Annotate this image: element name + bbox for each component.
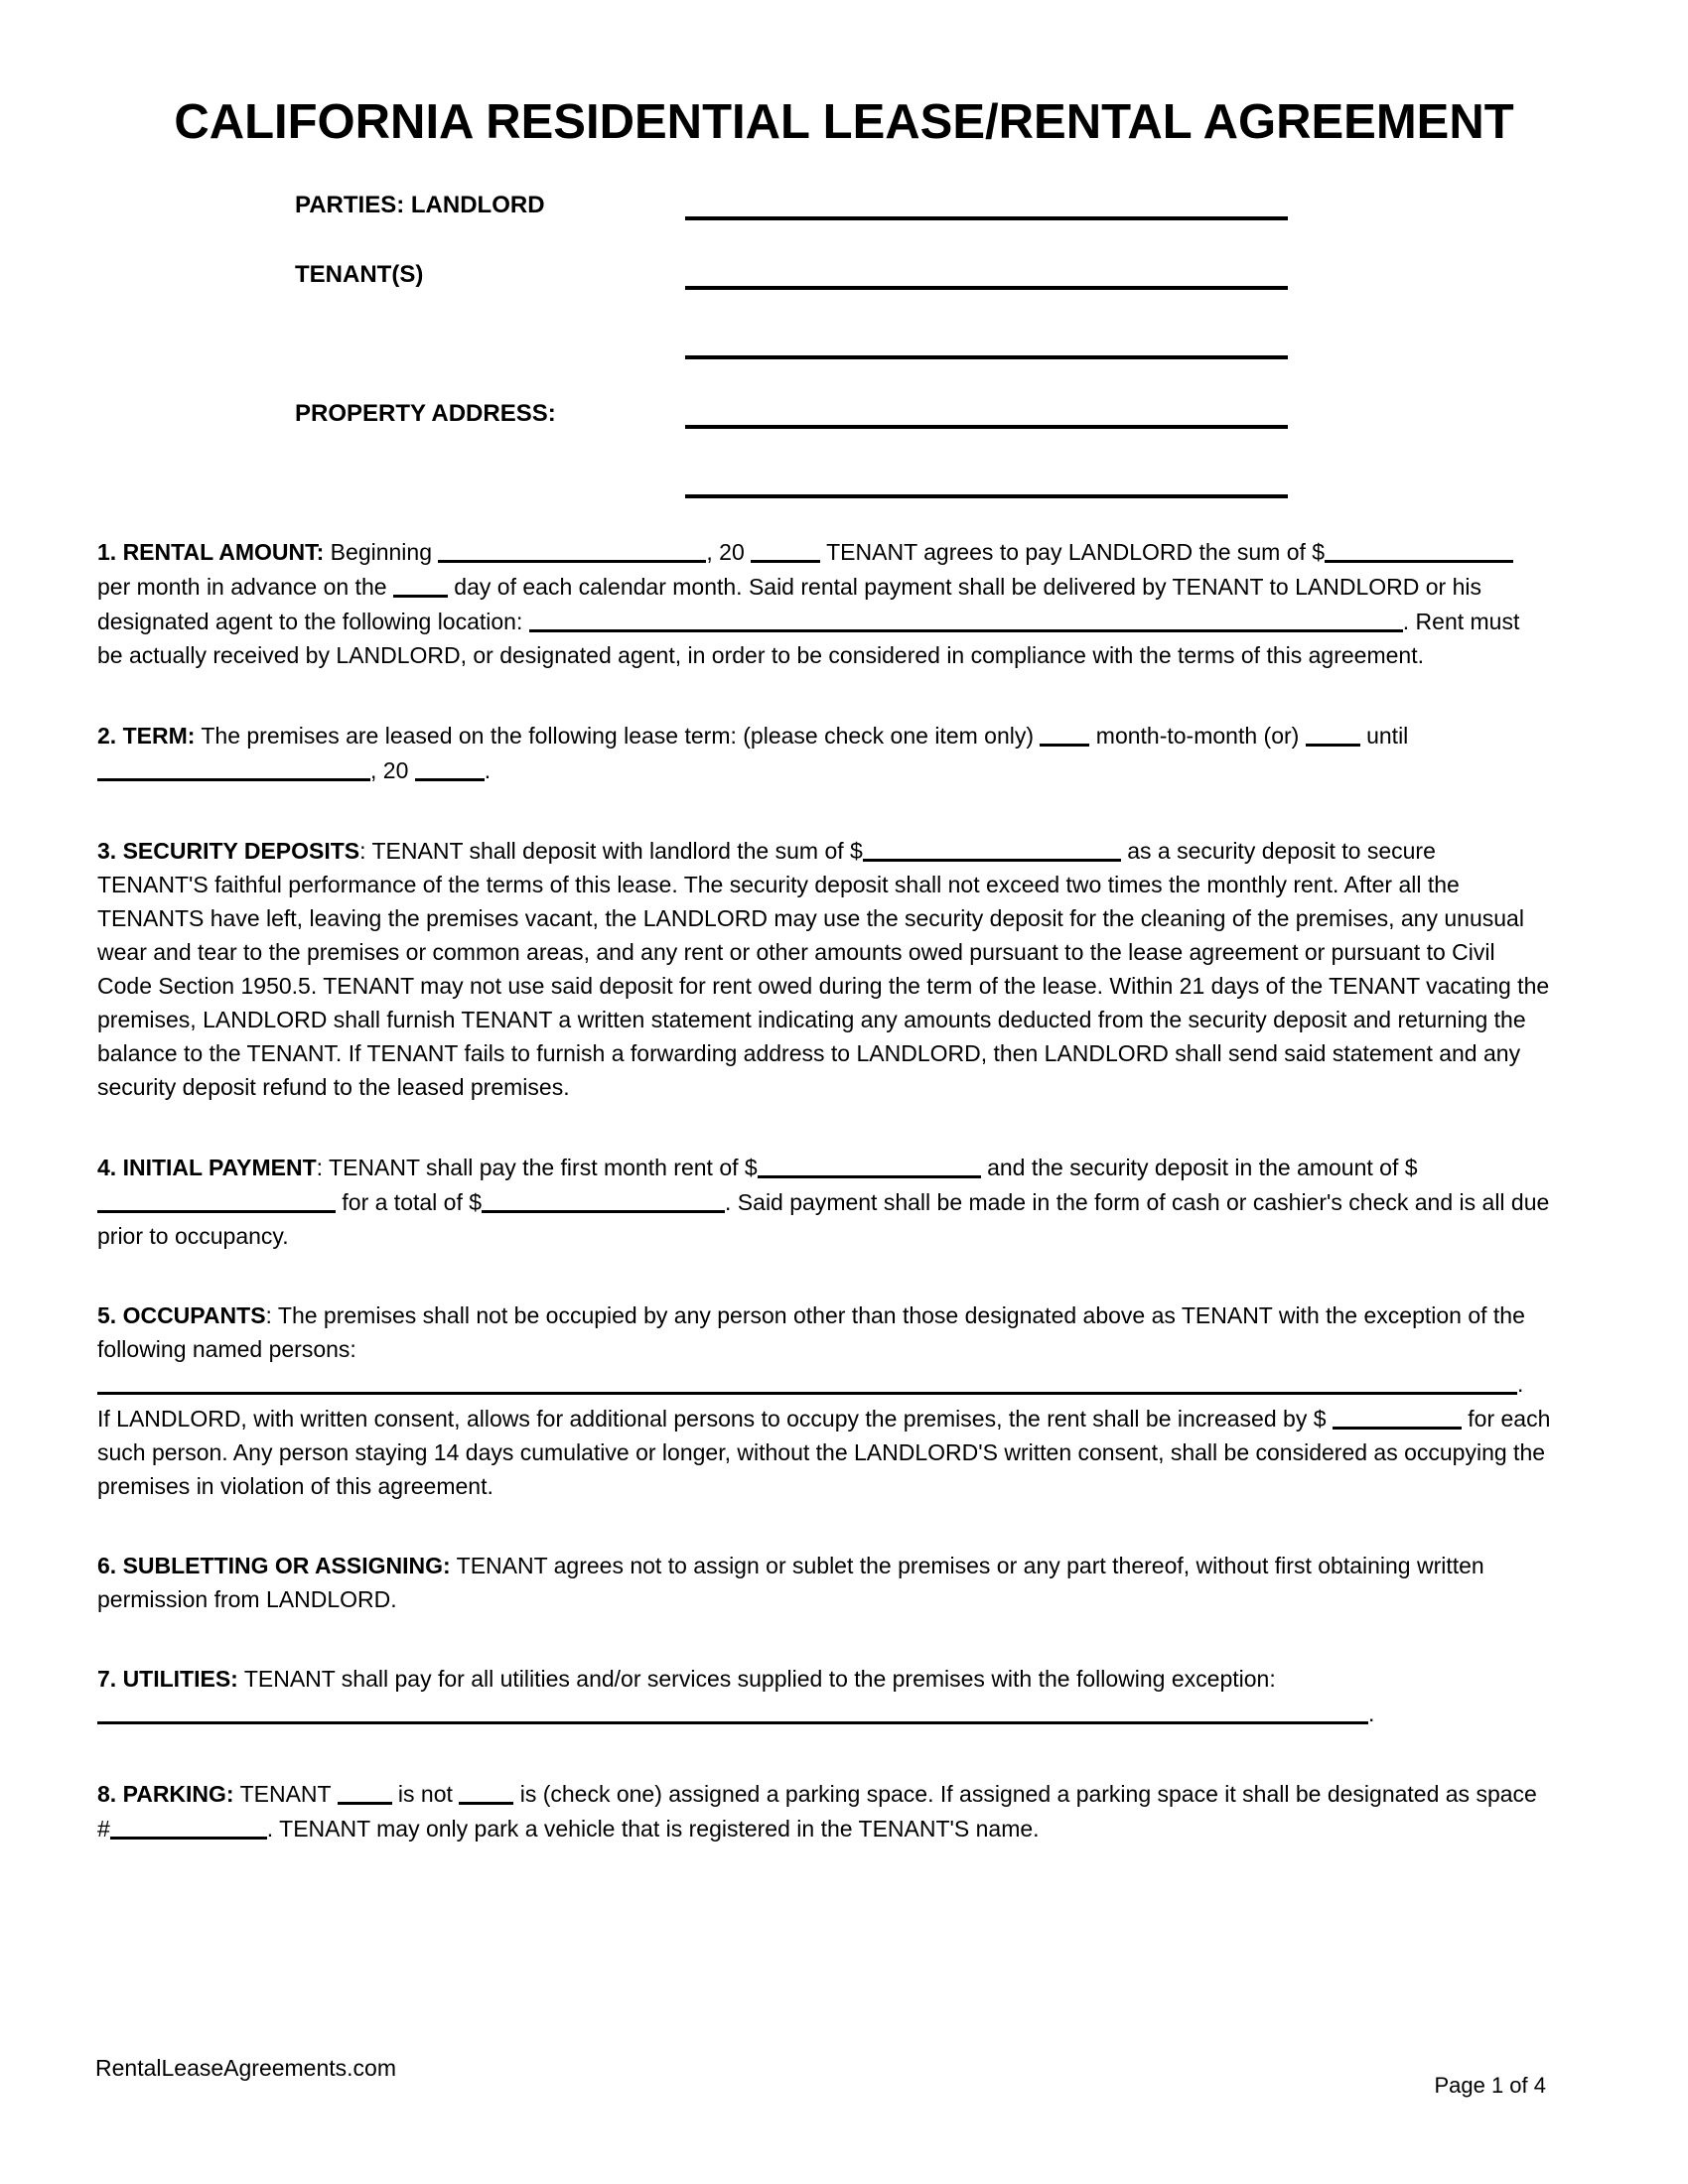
property-address-label: PROPERTY ADDRESS: — [295, 400, 556, 427]
security-deposit-amount-blank[interactable] — [863, 836, 1121, 862]
section-security-deposits: 3. SECURITY DEPOSITS: TENANT shall deposit with landlord the sum of $ as a security deposit to secure TENANT'S faithful performance of the terms of this lease. The security deposit shall not exceed two times the monthly rent. After all the TENANTS have left, leaving the premises vacant, the LANDLORD may use the security deposit for the cleaning of the premises, any unusual wear and tear to the premises or common areas, and any rent or other amounts owed pursuant to the lease agreement or pursuant to Civil Code Section 1950.5. TENANT may not use said deposit for rent owed during the term of the lease. Within 21 days of the TENANT vacating the premises, LANDLORD shall furnish TENANT a written statement indicating any amounts deducted from the security deposit and returning the balance to the TENANT. If TENANT fails to furnish a forwarding address to LANDLORD, then LANDLORD shall send said statement and any security deposit refund to the leased premises. — [97, 838, 1550, 1100]
section-initial-payment: 4. INITIAL PAYMENT: TENANT shall pay the first month rent of $ and the security deposit in the amount of $ for a total of $ . Said payment shall be made in the form of cash or cashier's check and is all due prior to occupancy. — [97, 1155, 1550, 1249]
header-row-landlord — [97, 151, 1551, 220]
section-security-deposits-heading: 3. SECURITY DEPOSITS — [97, 838, 360, 864]
parties-header-block — [97, 151, 1551, 498]
until-year-blank[interactable] — [415, 755, 485, 781]
due-day-blank[interactable] — [393, 572, 448, 598]
tenant-name-line-1[interactable] — [685, 216, 1288, 290]
footer-site-link[interactable]: RentalLeaseAgreements.com — [95, 2055, 396, 2081]
tenants-label: TENANT(S) — [295, 261, 424, 288]
property-address-line-1[interactable] — [685, 355, 1288, 429]
begin-year-blank[interactable] — [751, 537, 820, 563]
tenant-name-line-2[interactable] — [685, 286, 1288, 359]
first-month-rent-blank[interactable] — [758, 1153, 981, 1178]
section-subletting-or-assigning: 6. SUBLETTING OR ASSIGNING: TENANT agrees not to assign or sublet the premises or any part thereof, without first obtaining written permission from LANDLORD. — [97, 1553, 1484, 1612]
section-utilities: 7. UTILITIES: TENANT shall pay for all utilities and/or services supplied to the premises with the following exception: . — [97, 1666, 1375, 1726]
section-initial-payment-heading: 4. INITIAL PAYMENT — [97, 1155, 317, 1180]
section-parking-heading: 8. PARKING: — [97, 1781, 234, 1807]
monthly-rent-blank[interactable] — [1325, 537, 1513, 563]
page-title: CALIFORNIA RESIDENTIAL LEASE/RENTAL AGREEMENT — [174, 95, 1514, 149]
parking-space-number-blank[interactable] — [110, 1814, 267, 1840]
section-parking: 8. PARKING: TENANT is not is (check one) assigned a parking space. If assigned a parking space it shall be designated as space # . TENANT may only park a vehicle that is registered in the TENANT'S name. — [97, 1781, 1537, 1842]
empty-label — [295, 495, 685, 498]
footer-page-number: Page 1 of 4 — [1434, 2073, 1546, 2098]
header-row-tenant-1 — [97, 220, 1551, 290]
parking-is-check-blank[interactable] — [459, 1779, 513, 1805]
section-rental-amount: 1. RENTAL AMOUNT: Beginning , 20 TENANT agrees to pay LANDLORD the sum of $ per month in advance on the day of each calendar month. Said rental payment shall be delivered by TENANT to LANDLORD or his designated agent to the following location: . Rent must be actually received by LANDLORD, or designated agent, in order to be considered in compliance with the terms of this agreement. — [97, 539, 1520, 668]
month-to-month-check-blank[interactable] — [1040, 721, 1089, 747]
section-term: 2. TERM: The premises are leased on the following lease term: (please check one item only) month-to-month (or) until , 20 . — [97, 723, 1409, 783]
section-rental-amount-heading: 1. RENTAL AMOUNT: — [97, 539, 325, 565]
parties-landlord-label: PARTIES: LANDLORD — [295, 192, 545, 218]
header-row-tenant-2 — [97, 290, 1551, 359]
section-utilities-heading: 7. UTILITIES: — [97, 1666, 238, 1692]
section-occupants: 5. OCCUPANTS: The premises shall not be occupied by any person other than those designated above as TENANT with the exception of the following named persons: . If LANDLORD, with written consent, allows for additional persons to occupy the premises, the rent shall be increased by $ for each such person. Any person staying 14 days cumulative or longer, without the LANDLORD'S written consent, shall be considered as occupying the premises in violation of this agreement. — [97, 1302, 1551, 1499]
section-subletting-or-assigning-heading: 6. SUBLETTING OR ASSIGNING: — [97, 1553, 451, 1578]
agreement-sections — [97, 534, 1551, 1891]
header-row-property-2 — [97, 429, 1551, 498]
until-date-blank[interactable] — [97, 755, 370, 781]
begin-date-blank[interactable] — [438, 537, 706, 563]
header-row-property-1 — [97, 359, 1551, 429]
until-check-blank[interactable] — [1306, 721, 1360, 747]
payment-location-blank[interactable] — [529, 607, 1403, 632]
utilities-exception-blank[interactable] — [97, 1699, 1368, 1724]
rent-increase-amount-blank[interactable] — [1333, 1404, 1462, 1430]
additional-occupants-blank[interactable] — [97, 1369, 1517, 1395]
deposit-amount-blank[interactable] — [97, 1187, 336, 1213]
total-amount-blank[interactable] — [482, 1187, 725, 1213]
property-address-line-2[interactable] — [685, 425, 1288, 498]
section-occupants-heading: 5. OCCUPANTS — [97, 1302, 266, 1328]
landlord-name-line[interactable] — [685, 147, 1288, 220]
section-term-heading: 2. TERM: — [97, 723, 196, 749]
empty-label — [295, 356, 685, 359]
parking-is-not-check-blank[interactable] — [338, 1779, 392, 1805]
